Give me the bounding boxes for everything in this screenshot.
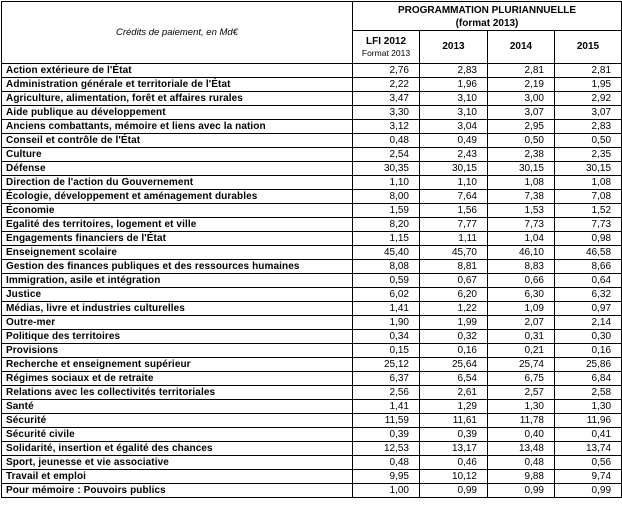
credit-value: 0,99: [555, 484, 622, 498]
credit-value: 25,64: [420, 358, 488, 372]
credit-value: 1,08: [555, 176, 622, 190]
credit-value: 13,17: [420, 442, 488, 456]
table-row: [2, 134, 622, 148]
budget-table: [1, 1, 622, 498]
mission-name: Médias, livre et industries culturelles: [2, 302, 353, 316]
mission-name: Sport, jeunesse et vie associative: [2, 456, 353, 470]
credit-value: 6,54: [420, 372, 488, 386]
credit-value: 0,48: [353, 134, 420, 148]
mission-name: Sécurité civile: [2, 428, 353, 442]
credit-value: 2,38: [488, 148, 555, 162]
credit-value: 1,59: [353, 204, 420, 218]
column-label: 2013: [442, 41, 465, 52]
credit-value: 0,64: [555, 274, 622, 288]
programmation-subtitle: (format 2013): [455, 18, 519, 29]
table-row: [2, 344, 622, 358]
table-row: [2, 484, 622, 498]
credit-value: 9,95: [353, 470, 420, 484]
mission-name: Économie: [2, 204, 353, 218]
credit-value: 30,35: [353, 162, 420, 176]
credit-value: 9,88: [488, 470, 555, 484]
credit-value: 1,10: [420, 176, 488, 190]
mission-name: Politique des territoires: [2, 330, 353, 344]
table-row: [2, 316, 622, 330]
programmation-title: PROGRAMMATION PLURIANNUELLE: [397, 5, 577, 16]
credit-value: 0,99: [420, 484, 488, 498]
credit-value: 2,81: [488, 64, 555, 78]
credit-value: 1,15: [353, 232, 420, 246]
credit-value: 0,32: [420, 330, 488, 344]
credit-value: 11,59: [353, 414, 420, 428]
credit-value: 3,07: [555, 106, 622, 120]
credit-value: 12,53: [353, 442, 420, 456]
credit-value: 1,30: [555, 400, 622, 414]
table-row: [2, 78, 622, 92]
table-row: [2, 218, 622, 232]
credit-value: 0,39: [353, 428, 420, 442]
credit-value: 2,57: [488, 386, 555, 400]
credit-value: 13,74: [555, 442, 622, 456]
credit-value: 0,66: [488, 274, 555, 288]
credit-value: 2,35: [555, 148, 622, 162]
table-row: [2, 428, 622, 442]
credit-value: 7,73: [555, 218, 622, 232]
table-row: [2, 400, 622, 414]
credit-value: 1,04: [488, 232, 555, 246]
credit-value: 6,32: [555, 288, 622, 302]
table-row: [2, 260, 622, 274]
mission-name: Anciens combattants, mémoire et liens avec la nation: [2, 120, 353, 134]
table-body: [2, 64, 622, 498]
column-label: 2014: [509, 41, 533, 52]
table-row: [2, 92, 622, 106]
credit-value: 2,76: [353, 64, 420, 78]
credit-value: 0,48: [353, 456, 420, 470]
credit-value: 2,14: [555, 316, 622, 330]
table-row: [2, 120, 622, 134]
mission-name: Administration générale et territoriale de l'État: [2, 78, 353, 92]
credit-value: 11,96: [555, 414, 622, 428]
credit-value: 6,30: [488, 288, 555, 302]
credit-value: 0,16: [555, 344, 622, 358]
credit-value: 2,92: [555, 92, 622, 106]
credit-value: 1,41: [353, 400, 420, 414]
credit-value: 0,39: [420, 428, 488, 442]
credit-value: 13,48: [488, 442, 555, 456]
table-row: [2, 176, 622, 190]
credit-value: 6,75: [488, 372, 555, 386]
column-label: LFI 2012: [365, 36, 407, 47]
mission-name: Direction de l'action du Gouvernement: [2, 176, 353, 190]
credit-value: 46,58: [555, 246, 622, 260]
programmation-header: [353, 2, 622, 31]
credit-value: 11,78: [488, 414, 555, 428]
column-header-2013: [420, 31, 488, 64]
credit-value: 0,30: [555, 330, 622, 344]
credit-value: 1,22: [420, 302, 488, 316]
column-label: 2015: [576, 41, 600, 52]
credit-value: 2,43: [420, 148, 488, 162]
credit-value: 3,00: [488, 92, 555, 106]
credit-value: 0,46: [420, 456, 488, 470]
mission-name: Conseil et contrôle de l'État: [2, 134, 353, 148]
credit-value: 3,10: [420, 106, 488, 120]
credit-value: 2,95: [488, 120, 555, 134]
credit-value: 7,64: [420, 190, 488, 204]
credit-value: 1,41: [353, 302, 420, 316]
credit-value: 0,34: [353, 330, 420, 344]
credit-value: 0,15: [353, 344, 420, 358]
credit-value: 0,16: [420, 344, 488, 358]
credit-value: 1,96: [420, 78, 488, 92]
credit-value: 1,11: [420, 232, 488, 246]
table-row: [2, 470, 622, 484]
credit-value: 2,83: [420, 64, 488, 78]
credit-value: 25,74: [488, 358, 555, 372]
credit-value: 1,09: [488, 302, 555, 316]
credit-value: 0,49: [420, 134, 488, 148]
credit-value: 1,29: [420, 400, 488, 414]
credit-value: 0,50: [555, 134, 622, 148]
credit-value: 11,61: [420, 414, 488, 428]
table-row: [2, 246, 622, 260]
credit-value: 2,56: [353, 386, 420, 400]
credit-value: 45,40: [353, 246, 420, 260]
table-row: [2, 288, 622, 302]
mission-name: Santé: [2, 400, 353, 414]
credit-value: 2,19: [488, 78, 555, 92]
credit-value: 46,10: [488, 246, 555, 260]
credit-value: 8,00: [353, 190, 420, 204]
mission-name: Aide publique au développement: [2, 106, 353, 120]
mission-name: Travail et emploi: [2, 470, 353, 484]
credit-value: 9,74: [555, 470, 622, 484]
credit-value: 3,30: [353, 106, 420, 120]
mission-name: Outre-mer: [2, 316, 353, 330]
credit-value: 2,61: [420, 386, 488, 400]
mission-name: Gestion des finances publiques et des ressources humaines: [2, 260, 353, 274]
mission-name: Agriculture, alimentation, forêt et affaires rurales: [2, 92, 353, 106]
credit-value: 7,08: [555, 190, 622, 204]
mission-name: Régimes sociaux et de retraite: [2, 372, 353, 386]
table-row: [2, 330, 622, 344]
table-row: [2, 64, 622, 78]
table-row: [2, 414, 622, 428]
credit-value: 0,67: [420, 274, 488, 288]
credit-value: 8,20: [353, 218, 420, 232]
mission-name: Provisions: [2, 344, 353, 358]
credit-value: 0,97: [555, 302, 622, 316]
credit-value: 3,04: [420, 120, 488, 134]
credit-value: 30,15: [420, 162, 488, 176]
credit-value: 7,73: [488, 218, 555, 232]
credit-value: 8,83: [488, 260, 555, 274]
credit-value: 2,22: [353, 78, 420, 92]
credit-value: 6,37: [353, 372, 420, 386]
credit-value: 3,47: [353, 92, 420, 106]
mission-name: Culture: [2, 148, 353, 162]
credit-value: 30,15: [555, 162, 622, 176]
mission-name: Solidarité, insertion et égalité des chances: [2, 442, 353, 456]
credit-value: 1,53: [488, 204, 555, 218]
column-header-2015: [555, 31, 622, 64]
credit-value: 0,98: [555, 232, 622, 246]
credit-value: 3,10: [420, 92, 488, 106]
credit-value: 30,15: [488, 162, 555, 176]
table-row: [2, 162, 622, 176]
credit-value: 1,95: [555, 78, 622, 92]
credit-value: 0,56: [555, 456, 622, 470]
mission-name: Action extérieure de l'État: [2, 64, 353, 78]
mission-name: Écologie, développement et aménagement durables: [2, 190, 353, 204]
table-row: [2, 442, 622, 456]
credit-value: 10,12: [420, 470, 488, 484]
credit-value: 3,12: [353, 120, 420, 134]
credit-value: 1,00: [353, 484, 420, 498]
credit-value: 6,84: [555, 372, 622, 386]
mission-name: Immigration, asile et intégration: [2, 274, 353, 288]
mission-name: Pour mémoire : Pouvoirs publics: [2, 484, 353, 498]
credit-value: 2,58: [555, 386, 622, 400]
credit-value: 8,81: [420, 260, 488, 274]
credit-value: 0,59: [353, 274, 420, 288]
mission-name: Enseignement scolaire: [2, 246, 353, 260]
column-header-2014: [488, 31, 555, 64]
credit-value: 0,50: [488, 134, 555, 148]
column-header-lfi-2012: [353, 31, 420, 64]
column-sublabel: Format 2013: [361, 48, 411, 58]
credit-value: 0,40: [488, 428, 555, 442]
credit-unit-label: Crédits de paiement, en Md€: [2, 2, 353, 64]
table-row: [2, 358, 622, 372]
credit-value: 6,02: [353, 288, 420, 302]
credit-value: 2,83: [555, 120, 622, 134]
table-row: [2, 456, 622, 470]
credit-value: 7,38: [488, 190, 555, 204]
mission-name: Relations avec les collectivités territoriales: [2, 386, 353, 400]
mission-name: Egalité des territoires, logement et ville: [2, 218, 353, 232]
credit-value: 1,08: [488, 176, 555, 190]
credit-value: 0,48: [488, 456, 555, 470]
table-row: [2, 302, 622, 316]
mission-name: Sécurité: [2, 414, 353, 428]
credit-value: 2,81: [555, 64, 622, 78]
credit-value: 2,54: [353, 148, 420, 162]
credit-value: 0,31: [488, 330, 555, 344]
credit-value: 0,41: [555, 428, 622, 442]
credit-value: 3,07: [488, 106, 555, 120]
table-row: [2, 232, 622, 246]
credit-value: 25,12: [353, 358, 420, 372]
table-row: [2, 372, 622, 386]
table-row: [2, 386, 622, 400]
credit-value: 2,07: [488, 316, 555, 330]
credit-value: 1,30: [488, 400, 555, 414]
credit-value: 1,56: [420, 204, 488, 218]
table-row: [2, 190, 622, 204]
mission-name: Défense: [2, 162, 353, 176]
credit-value: 25,86: [555, 358, 622, 372]
table-row: [2, 274, 622, 288]
credit-value: 1,52: [555, 204, 622, 218]
credit-value: 1,90: [353, 316, 420, 330]
credit-value: 6,20: [420, 288, 488, 302]
mission-name: Engagements financiers de l'État: [2, 232, 353, 246]
mission-name: Justice: [2, 288, 353, 302]
credit-value: 45,70: [420, 246, 488, 260]
credit-value: 0,99: [488, 484, 555, 498]
table-row: [2, 204, 622, 218]
table-row: [2, 106, 622, 120]
credit-value: 1,10: [353, 176, 420, 190]
credit-value: 8,66: [555, 260, 622, 274]
credit-value: 0,21: [488, 344, 555, 358]
credit-value: 7,77: [420, 218, 488, 232]
credit-value: 8,08: [353, 260, 420, 274]
mission-name: Recherche et enseignement supérieur: [2, 358, 353, 372]
table-row: [2, 148, 622, 162]
credit-value: 1,99: [420, 316, 488, 330]
